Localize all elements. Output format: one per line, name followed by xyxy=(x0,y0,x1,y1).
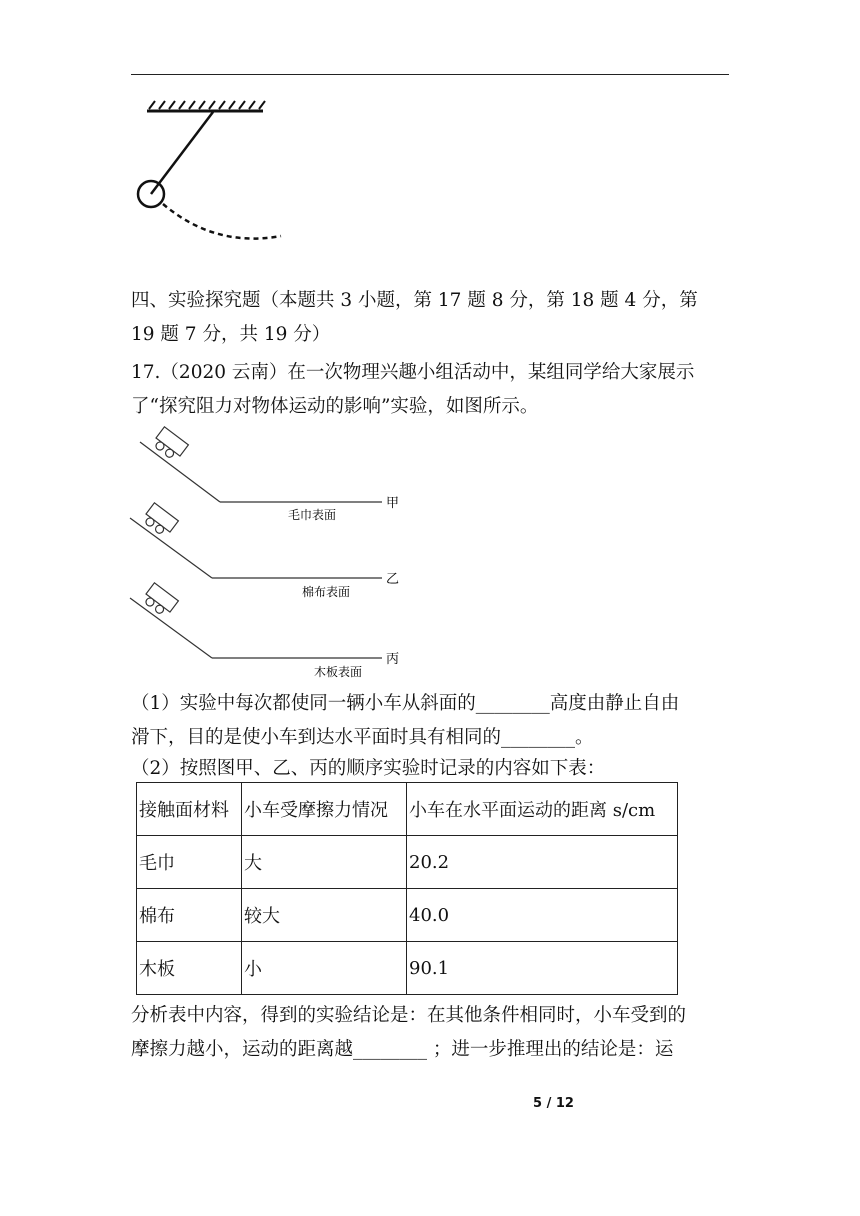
table-row xyxy=(137,889,678,942)
table-header-row xyxy=(137,783,678,836)
part1-line2: 滑下，目的是使小车到达水平面时具有相同的________。 xyxy=(131,727,594,748)
pendulum-figure xyxy=(135,98,295,248)
analysis-line2: 摩擦力越小，运动的距离越________ ；进一步推理出的结论是：运 xyxy=(131,1039,674,1060)
section-heading-line2: 19 题 7 分，共 19 分） xyxy=(131,324,331,345)
ramps-figure xyxy=(120,418,420,683)
ramp-surface-label: 木板表面 xyxy=(314,665,363,679)
results-table xyxy=(136,782,678,995)
table-cell: 20.2 xyxy=(407,836,678,889)
table-row xyxy=(137,836,678,889)
question-intro-line2: 了“探究阻力对物体运动的影响”实验，如图所示。 xyxy=(131,396,539,417)
ramp-label: 乙 xyxy=(386,572,400,587)
table-cell: 大 xyxy=(242,836,407,889)
ramp-jia xyxy=(140,427,399,522)
ramp-yi xyxy=(130,503,399,599)
ramp-surface-label: 毛巾表面 xyxy=(288,508,337,522)
table-cell: 毛巾 xyxy=(137,836,242,889)
table-cell: 40.0 xyxy=(407,889,678,942)
section-heading-line1: 四、实验探究题（本题共 3 小题，第 17 题 8 分，第 18 题 4 分，第 xyxy=(131,290,698,311)
table-cell: 90.1 xyxy=(407,942,678,995)
ramp-bing xyxy=(130,583,399,679)
part1-line1: （1）实验中每次都使同一辆小车从斜面的________高度由静止自由 xyxy=(131,693,680,714)
table-cell: 较大 xyxy=(242,889,407,942)
analysis-line1: 分析表中内容，得到的实验结论是：在其他条件相同时，小车受到的 xyxy=(131,1005,687,1026)
table-row xyxy=(137,942,678,995)
part2-line1: （2）按照图甲、乙、丙的顺序实验时记录的内容如下表： xyxy=(131,758,606,779)
ramp-label: 甲 xyxy=(386,496,400,511)
ramp-surface-label: 棉布表面 xyxy=(302,585,351,599)
table-header-cell: 小车受摩擦力情况 xyxy=(242,783,407,836)
table-cell: 棉布 xyxy=(137,889,242,942)
table-header-cell: 接触面材料 xyxy=(137,783,242,836)
ramp-label: 丙 xyxy=(386,652,400,667)
table-cell: 小 xyxy=(242,942,407,995)
table-cell: 木板 xyxy=(137,942,242,995)
question-intro-line1: 17.（2020 云南）在一次物理兴趣小组活动中，某组同学给大家展示 xyxy=(131,362,695,383)
page-number: 5 / 12 xyxy=(533,1096,574,1111)
table-header-cell: 小车在水平面运动的距离 s/cm xyxy=(407,783,678,836)
header-rule xyxy=(131,74,729,75)
